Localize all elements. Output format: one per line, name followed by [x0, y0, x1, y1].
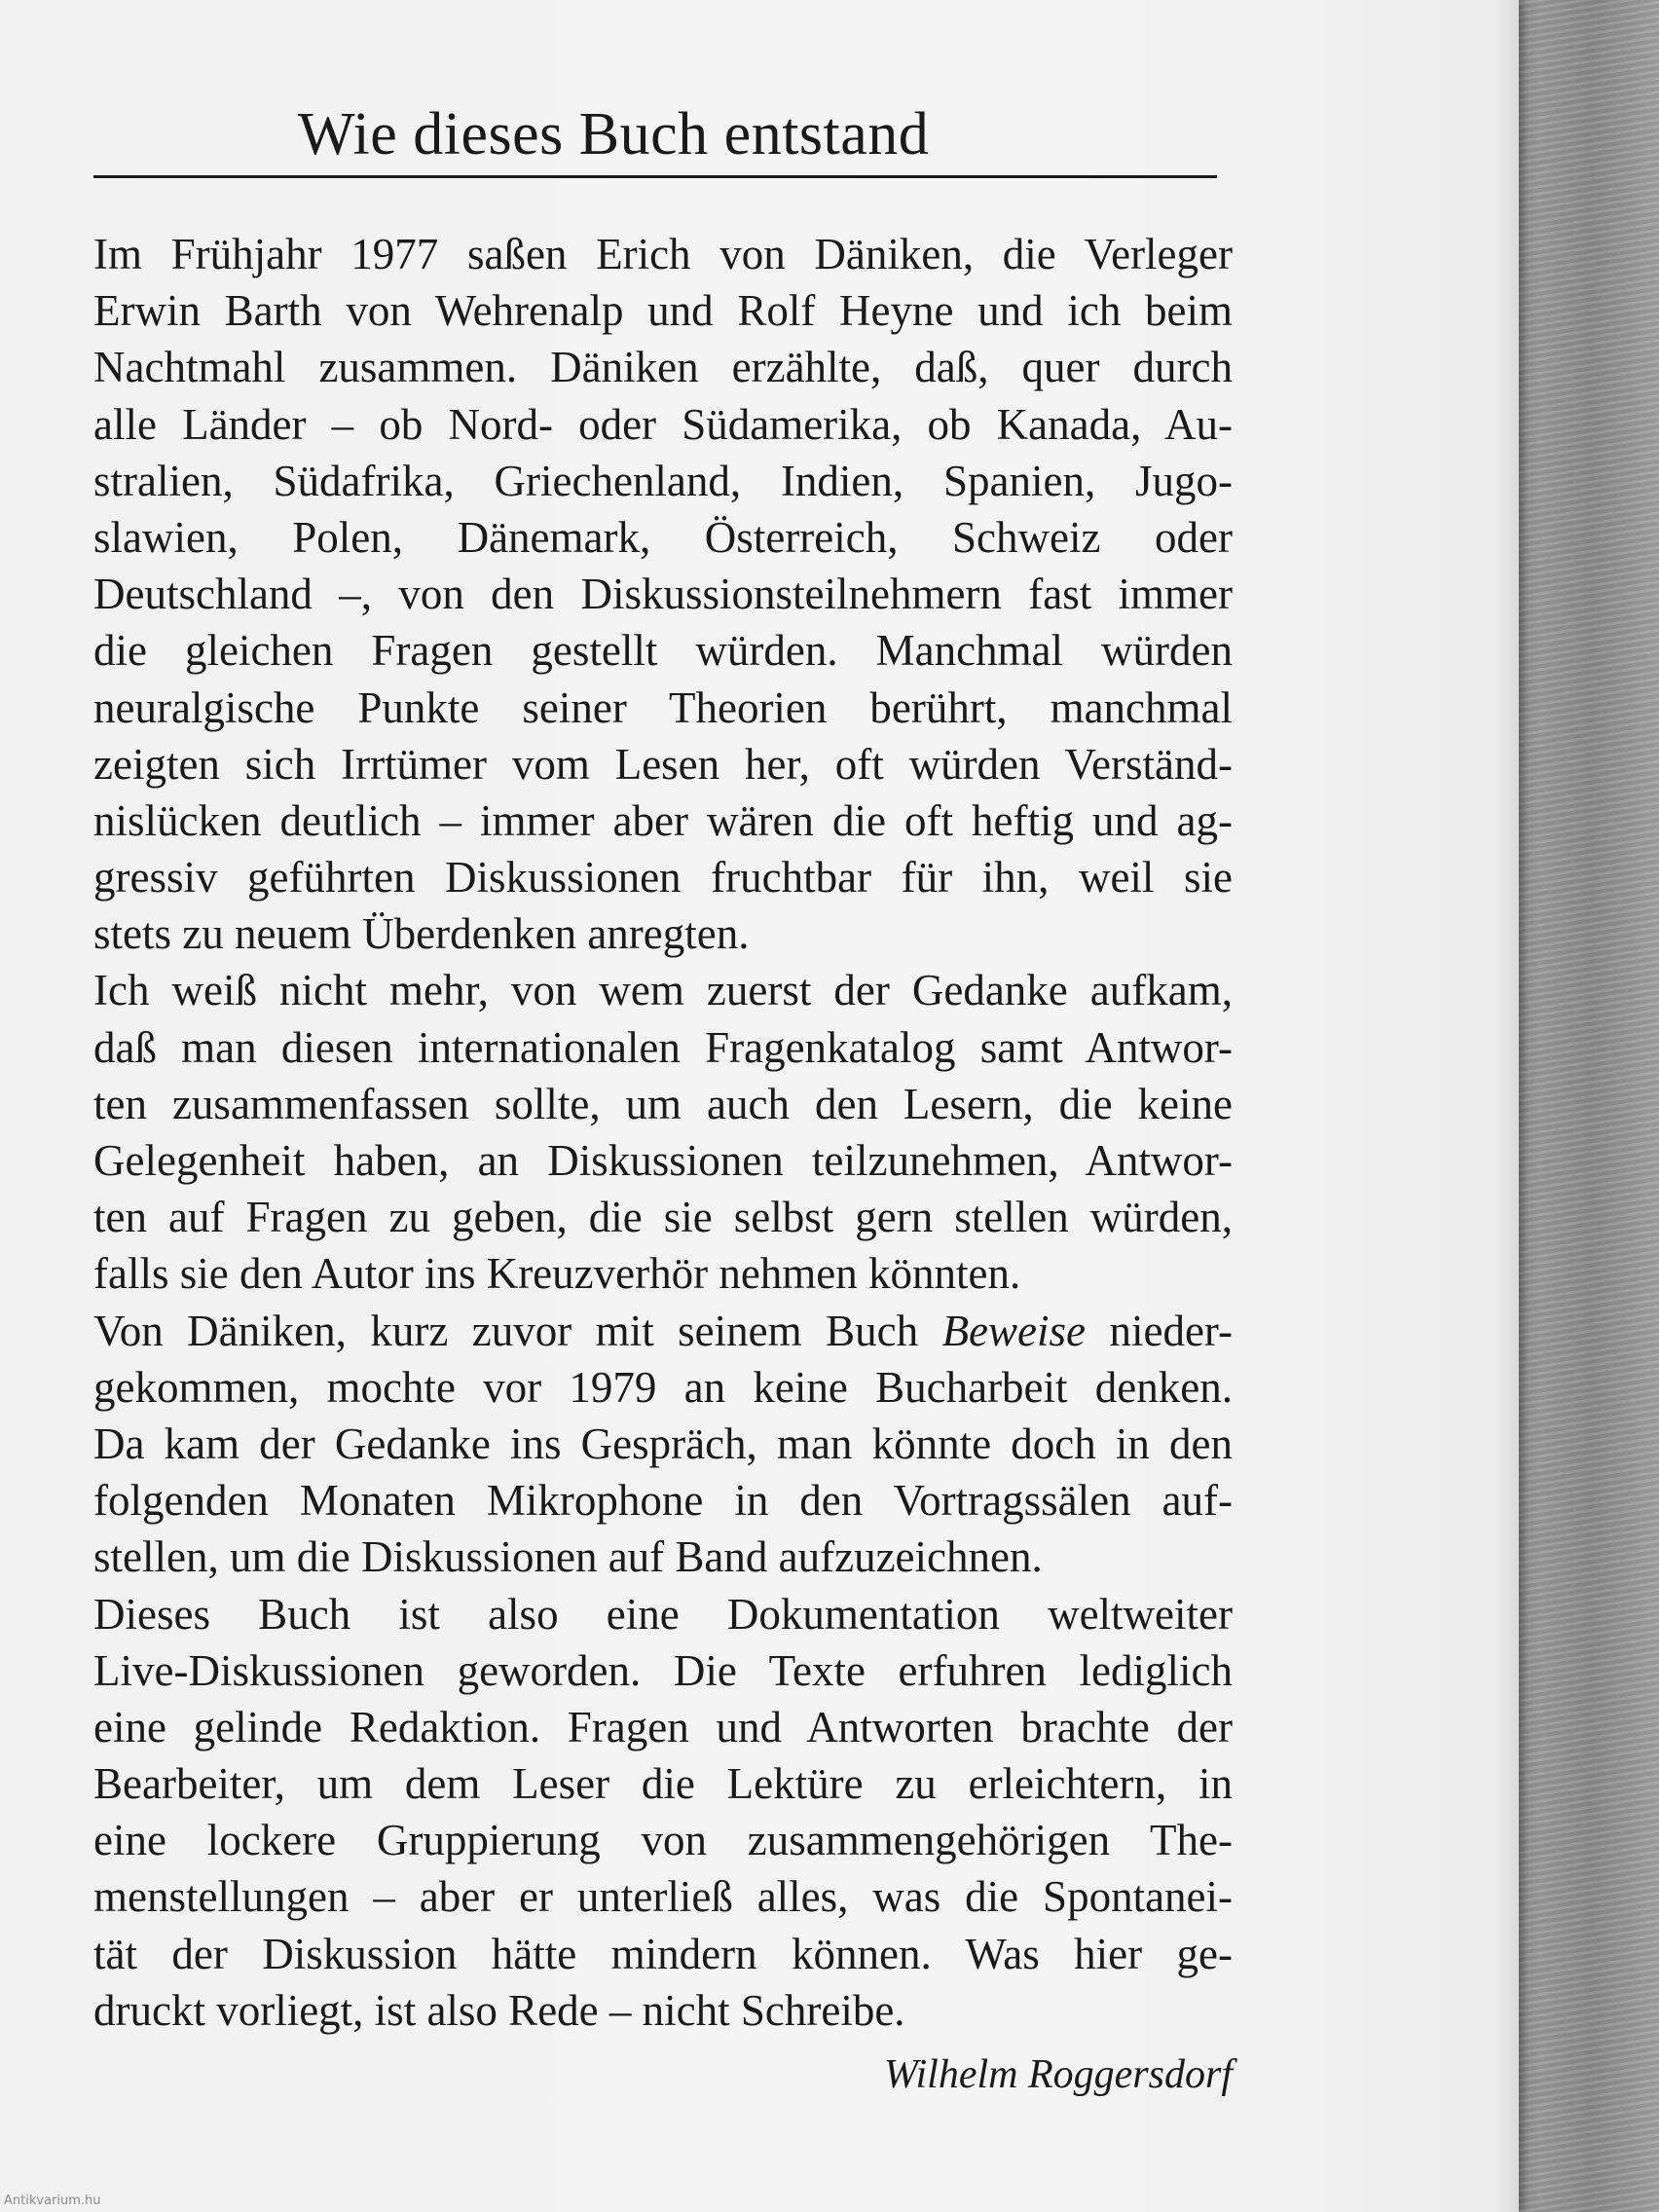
- text-line: die gleichen Fragen gestellt würden. Manchmal würden: [93, 626, 1233, 676]
- text-line: Ich weiß nicht mehr, von wem zuerst der Gedanke aufkam,: [93, 966, 1233, 1015]
- text-line: ten zusammenfassen sollte, um auch den Lesern, die keine: [93, 1079, 1233, 1128]
- body-text: [93, 226, 1233, 2039]
- text-line: folgenden Monaten Mikrophone in den Vortragssälen auf-: [93, 1476, 1233, 1526]
- book-title-italic: Beweise: [941, 1306, 1086, 1355]
- text-line: Da kam der Gedanke ins Gespräch, man könnte doch in den: [93, 1419, 1233, 1468]
- author-signature: Wilhelm Roggersdorf: [883, 2052, 1233, 2097]
- text-line: [93, 1303, 1233, 1359]
- text-line: Im Frühjahr 1977 saßen Erich von Däniken, die Verleger: [93, 230, 1233, 278]
- text-line: alle Länder – ob Nord- oder Südamerika, ob Kanada, Au-: [93, 399, 1233, 449]
- text-line: daß man diesen internationalen Fragenkatalog samt Antwor-: [93, 1022, 1233, 1072]
- text-line: Gelegenheit haben, an Diskussionen teilzunehmen, Antwor-: [93, 1136, 1233, 1185]
- text-line: menstellungen – aber er unterließ alles, was die Spontanei-: [93, 1872, 1233, 1922]
- text-line: Bearbeiter, um dem Leser die Lektüre zu erleichtern, in: [93, 1759, 1233, 1809]
- text-line: stralien, Südafrika, Griechenland, Indien, Spanien, Jugo-: [93, 456, 1233, 505]
- text-line: gressiv geführten Diskussionen fruchtbar für ihn, weil sie: [93, 853, 1233, 903]
- text-line: Dieses Buch ist also eine Dokumentation weltweiter: [93, 1589, 1233, 1639]
- text-line: neuralgische Punkte seiner Theorien berührt, manchmal: [93, 682, 1233, 732]
- text-line: druckt vorliegt, ist also Rede – nicht Schreibe.: [93, 1985, 905, 2035]
- watermark: Antikvarium.hu: [4, 2194, 101, 2208]
- text-line: falls sie den Autor ins Kreuzverhör nehmen könnten.: [93, 1249, 1021, 1299]
- text-line: slawien, Polen, Dänemark, Österreich, Schweiz oder: [93, 512, 1233, 562]
- text-line: eine lockere Gruppierung von zusammengehörigen The-: [93, 1816, 1233, 1865]
- text-segment: Von Däniken, kurz zuvor mit seinem Buch: [93, 1306, 942, 1355]
- text-line: tät der Diskussion hätte mindern können. Was hier ge-: [93, 1929, 1233, 1978]
- page-title: Wie dieses Buch entstand: [298, 101, 930, 167]
- text-line: Live-Diskussionen geworden. Die Texte erfuhren lediglich: [93, 1645, 1233, 1695]
- text-line: eine gelinde Redaktion. Fragen und Antworten brachte der: [93, 1702, 1233, 1751]
- text-line: zeigten sich Irrtümer vom Lesen her, oft würden Verständ-: [93, 739, 1233, 789]
- text-line: ten auf Fragen zu geben, die sie selbst gern stellen würden,: [93, 1193, 1233, 1242]
- page-edge-shadow: [1495, 0, 1519, 2212]
- text-line: gekommen, mochte vor 1979 an keine Bucharbeit denken.: [93, 1362, 1233, 1412]
- text-line: Erwin Barth von Wehrenalp und Rolf Heyne und ich beim: [93, 286, 1233, 336]
- text-line: stellen, um die Diskussionen auf Band aufzuzeichnen.: [93, 1532, 1043, 1582]
- text-line: stets zu neuem Überdenken anregten.: [93, 909, 750, 959]
- title-rule: [93, 175, 1217, 178]
- text-segment: nieder-: [1086, 1306, 1233, 1355]
- text-line: nislücken deutlich – immer aber wären die oft heftig und ag-: [93, 795, 1233, 845]
- text-line: Nachtmahl zusammen. Däniken erzählte, daß, quer durch: [93, 343, 1233, 392]
- text-line: Deutschland –, von den Diskussionsteilnehmern fast immer: [93, 570, 1233, 619]
